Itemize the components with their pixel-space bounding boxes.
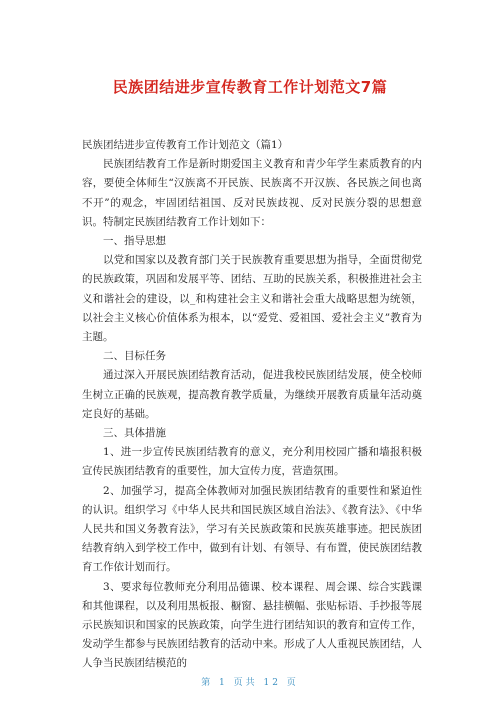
section-heading-guiding-ideology: 一、指导思想 bbox=[103, 235, 166, 248]
section-heading-measures: 三、具体措施 bbox=[103, 427, 166, 440]
paragraph-intro: 民族团结教育工作是新时期爱国主义教育和青少年学生素质教育的内容，要使全体师生“汉族离不开民族、民族离不开汉族、各民族之间也离不开”的观念，牢固团结祖国、反对民族歧视、反对民族分裂的思想意识。特制定民族团结教育工作计划如下： bbox=[82, 158, 422, 228]
paragraph-guiding-ideology: 以党和国家以及教育部门关于民族教育重要思想为指导，全面贯彻党的民族政策，巩固和发展平等、团结、互助的民族关系，积极推进社会主义和谐社会的建设，以_和构建社会主义和谐社会重大战略思想为统领，以社会主义核心价值体系为根本，以“爱党、爱祖国、爱社会主义”教育为主题。 bbox=[82, 254, 422, 344]
paragraph-measure-2: 2、加强学习，提高全体教师对加强民族团结教育的重要性和紧迫性的认识。组织学习《中华人民共和国民族区域自治法》、《教育法》、《中华人民共和国义务教育法》，学习有关民族政策和民族英雄事迹。把民族团结教育纳入到学校工作中，做到有计划、有领导、有布置，使民族团结教育工作依计划而行。 bbox=[82, 484, 422, 574]
page-number-footer: 第 1 页共 12 页 bbox=[201, 678, 299, 688]
paragraph-goals: 通过深入开展民族团结教育活动，促进我校民族团结发展，使全校师生树立正确的民族观，提高教育教学质量，为继续开展教育质量年活动奠定良好的基础。 bbox=[82, 369, 422, 420]
document-title: 民族团结进步宣传教育工作计划范文7篇 bbox=[112, 78, 388, 96]
section-heading-goals: 二、目标任务 bbox=[103, 350, 166, 363]
article-subtitle: 民族团结进步宣传教育工作计划范文（篇1） bbox=[82, 139, 289, 151]
document-body bbox=[82, 136, 422, 674]
paragraph-measure-3: 3、要求每位教师充分利用品德课、校本课程、周会课、综合实践课和其他课程，以及利用黑板报、橱窗、悬挂横幅、张贴标语、手抄报等展示民族知识和国家的民族政策，向学生进行团结知识的教育和宣传工作，发动学生都参与民族团结教育的活动中来。形成了人人重视民族团结，人人争当民族团结模范的 bbox=[82, 580, 422, 670]
paragraph-measure-1: 1、进一步宣传民族团结教育的意义，充分利用校园广播和墙报积极宣传民族团结教育的重要性，加大宣传力度，营造氛围。 bbox=[82, 446, 422, 478]
